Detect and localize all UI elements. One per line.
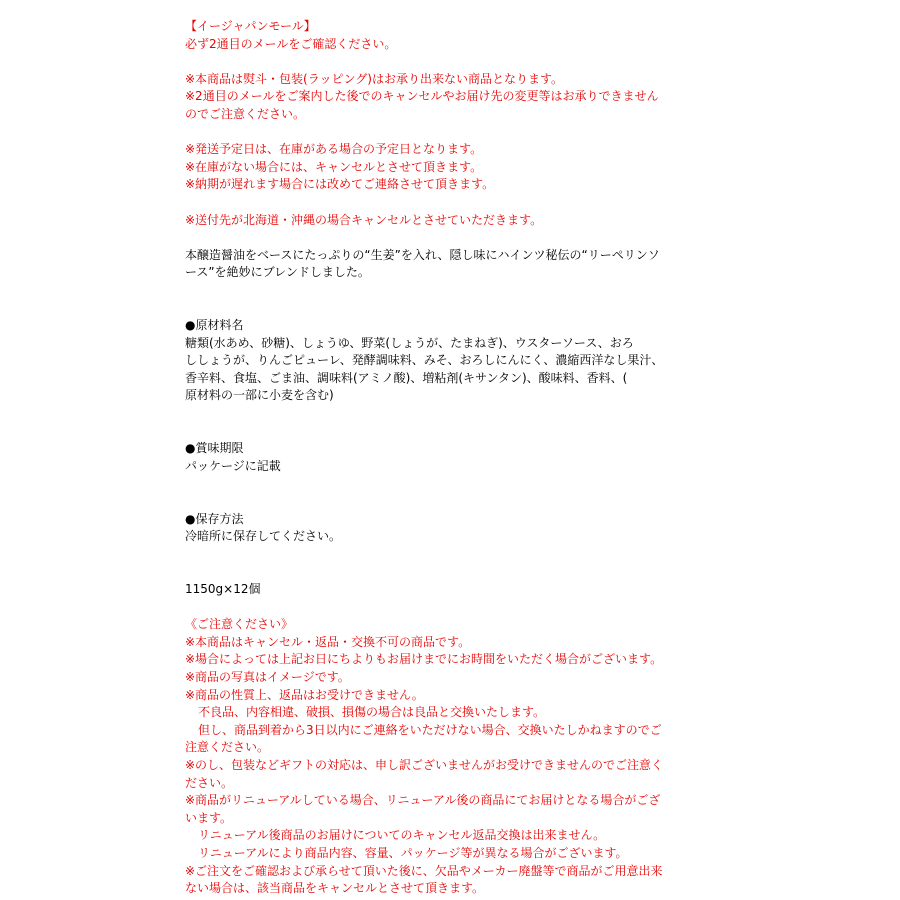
- best-before-section: [185, 440, 695, 475]
- caution-section: [185, 616, 695, 898]
- caution-line: リニューアルにより商品内容、容量、パッケージ等が異なる場合がございます。: [198, 845, 628, 860]
- ingredients-line: 原材料の一部に小麦を含む): [185, 388, 334, 403]
- notice-line: ※納期が遅れます場合には改めてご連絡させて頂きます。: [185, 177, 495, 192]
- notice-line: のでご注意ください。: [185, 106, 306, 121]
- notice-line: ※本商品は熨斗・包装(ラッピング)はお承り出来ない商品となります。: [185, 71, 563, 86]
- caution-lines: [185, 634, 695, 898]
- confirm-email-notice: 必ず2通目のメールをご確認ください。: [185, 36, 397, 51]
- caution-line: ださい。: [185, 775, 234, 790]
- caution-line: ※商品がリニューアルしている場合、リニューアル後の商品にてお届けとなる場合がござ: [185, 793, 661, 808]
- caution-line: ない場合は、該当商品をキャンセルとさせて頂きます。: [185, 881, 485, 896]
- notice-group-wrapping: [185, 71, 695, 124]
- storage-section: [185, 511, 695, 546]
- description-line: ース”を絶妙にブレンドしました。: [185, 265, 370, 280]
- caution-line: ※のし、包装などギフトの対応は、申し訳ございませんがお受けできませんのでご注意く: [185, 757, 664, 772]
- quantity: 1150g×12個: [185, 582, 261, 596]
- ingredients-line: 糖類(水あめ、砂糖)、しょうゆ、野菜(しょうが、たまねぎ)、ウスターソース、おろ: [185, 335, 634, 350]
- caution-line: ※商品の性質上、返品はお受けできません。: [185, 687, 424, 702]
- ingredients-heading: ●原材料名: [185, 318, 244, 333]
- product-description: [185, 247, 695, 282]
- caution-line: ※本商品はキャンセル・返品・交換不可の商品です。: [185, 634, 471, 649]
- best-before-heading: ●賞味期限: [185, 441, 244, 456]
- caution-line: ※場合によっては上記お日にちよりもお届けまでにお時間をいただく場合がございます。: [185, 652, 663, 667]
- ingredients-section: [185, 317, 695, 405]
- caution-line: ※ご注文をご確認および承らせて頂いた後に、欠品やメーカー廃盤等で商品がご用意出来: [185, 863, 663, 878]
- notice-line: ※在庫がない場合には、キャンセルとさせて頂きます。: [185, 159, 483, 174]
- caution-line: 注意ください。: [185, 740, 270, 755]
- caution-line: 不良品、内容相違、破損、損傷の場合は良品と交換いたします。: [198, 705, 546, 720]
- caution-line: ※商品の写真はイメージです。: [185, 669, 350, 684]
- notice-group-region: [185, 212, 695, 230]
- caution-line: います。: [185, 810, 233, 825]
- notice-line: ※2通目のメールをご案内した後でのキャンセルやお届け先の変更等はお承りできません: [185, 89, 659, 104]
- caution-heading: 《ご注意ください》: [185, 617, 294, 632]
- best-before-text: パッケージに記載: [185, 458, 281, 473]
- caution-line: リニューアル後商品のお届けについてのキャンセル返品交換は出来ません。: [198, 828, 606, 843]
- notice-line: ※送付先が北海道・沖縄の場合キャンセルとさせていただきます。: [185, 212, 543, 227]
- ingredients-line: ししょうが、りんごピューレ、発酵調味料、みそ、おろしにんにく、濃縮西洋なし果汁、: [185, 353, 664, 368]
- product-notice-document: [185, 18, 695, 898]
- caution-line: 但し、商品到着から3日以内にご連絡をいただけない場合、交換いたしかねますのでご: [198, 722, 662, 737]
- storage-text: 冷暗所に保存してください。: [185, 529, 342, 544]
- ingredients-line: 香辛料、食塩、ごま油、調味料(アミノ酸)、増粘剤(キサンタン)、酸味料、香料、(: [185, 370, 628, 385]
- notice-line: ※発送予定日は、在庫がある場合の予定日となります。: [185, 142, 483, 157]
- description-line: 本醸造醤油をベースにたっぷりの“生姜”を入れ、隠し味にハインツ秘伝の“リーペリンソ: [185, 247, 660, 262]
- storage-heading: ●保存方法: [185, 511, 244, 526]
- store-name: 【イージャパンモール】: [185, 19, 316, 33]
- notice-group-shipping: [185, 141, 695, 194]
